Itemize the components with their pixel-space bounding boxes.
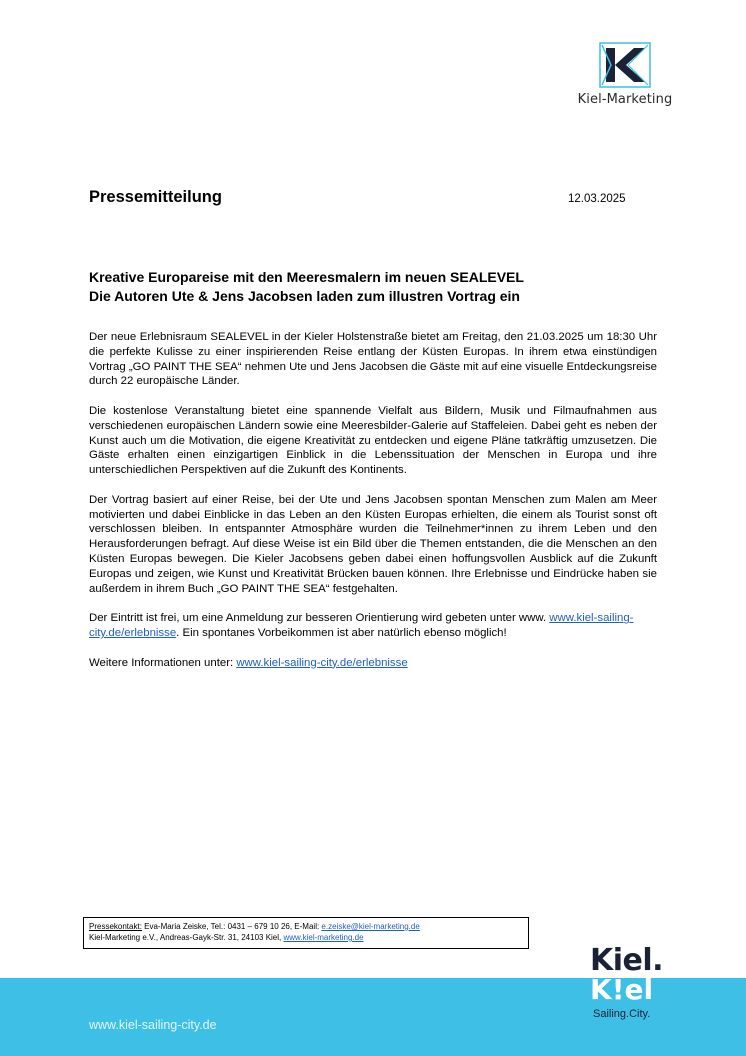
logo-tagline: Sailing.City. <box>593 1008 651 1020</box>
more-info-link[interactable]: www.kiel-sailing-city.de/erlebnisse <box>236 656 408 669</box>
paragraph-3: Der Vortrag basiert auf einer Reise, bei der Ute und Jens Jacobsen spontan Menschen zum Malen am Meer motivierten und dabei Einblicke in das Leben an den Küsten Europas erhielten, die einem als Tourist sonst oft verschlossen bleiben. In entspannter Atmosphäre wurden die Teilnehmer*innen zu ihrem Leben und den Herausforderungen befragt. Auf diese Weise ist ein Bild über die Themen entstanden, die die Menschen an den Küsten Europas bewegen. Die Kieler Jacobsens geben dabei einen hoffungsvollen Ausblick auf die Zukunft Europas und zeigen, wie Kunst und Kreativität Brücken bauen können. Ihre Erlebnisse und Eindrücke haben sie außerdem in ihrem Buch „GO PAINT THE SEA“ festgehalten. <box>89 493 657 595</box>
k-logo-icon <box>598 42 652 88</box>
logo-kiel-mirror-text: K!el <box>590 973 654 1006</box>
kiel-sailing-city-logo <box>590 943 680 1020</box>
headline-line-1: Kreative Europareise mit den Meeresmalern im neuen SEALEVEL <box>89 269 524 285</box>
contact-email-link[interactable]: e.zeiske@kiel-marketing.de <box>321 922 420 931</box>
press-contact-box <box>83 917 529 949</box>
contact-website-link[interactable]: www.kiel-marketing.de <box>283 933 364 942</box>
paragraph-4-text: Der Eintritt ist frei, um eine Anmeldung zur besseren Orientierung wird gebeten unter www. <box>89 612 550 625</box>
press-contact-address: Kiel-Marketing e.V., Andreas-Gayk-Str. 31, 24103 Kiel, <box>89 933 284 942</box>
kiel-marketing-logo <box>560 42 690 107</box>
headline <box>89 268 669 306</box>
paragraph-5-text: Weitere Informationen unter: <box>89 656 237 669</box>
erlebnisse-link[interactable]: www.kiel-sailing-city.de/erlebnisse <box>89 612 634 639</box>
logo-brand-text: Kiel-Marketing <box>577 92 673 107</box>
paragraph-4 <box>89 611 657 641</box>
paragraph-1: Der neue Erlebnisraum SEALEVEL in der Kieler Holstenstraße bietet am Freitag, den 21.03.2025 um 18:30 Uhr die perfekte Kulisse zu einer inspirierenden Reise entlang der Küsten Europas. In ihrem etwa einstündigen Vortrag „GO PAINT THE SEA“ nehmen Ute und Jens Jacobsen die Gäste mit auf eine visuelle Entdeckungsreise durch 22 europäische Länder. <box>89 331 657 388</box>
release-date: 12.03.2025 <box>568 193 626 205</box>
paragraph-2: Die kostenlose Veranstaltung bietet eine spannende Vielfalt aus Bildern, Musik und Filmaufnahmen aus verschiedenen europäischen Ländern sowie eine Meeresbilder-Galerie auf Staffeleien. Dabei geht es neben der Kunst auch um die Motivation, die eigene Kreativität zu entdecken und eigene Pläne tatkräftig umzusetzen. Die Gäste erhalten einen einzigartigen Einblick in die Lebenssituation der Menschen in Europa und ihre unterschiedlichen Perspektiven auf die Zukunft des Kontinents. <box>89 404 657 477</box>
headline-line-2: Die Autoren Ute & Jens Jacobsen laden zum illustren Vortrag ein <box>89 288 520 304</box>
press-contact-label: Pressekontakt: <box>89 922 142 931</box>
footer-url: www.kiel-sailing-city.de <box>89 1018 217 1032</box>
paragraph-5 <box>89 656 657 671</box>
press-contact-details: Eva-Maria Zeiske, Tel.: 0431 – 679 10 26, E-Mail: <box>141 922 322 931</box>
logo-kiel-text: Kiel. <box>590 943 664 978</box>
body-text <box>89 330 657 685</box>
paragraph-4-tail: . Ein spontanes Vorbeikommen ist aber natürlich ebenso möglich! <box>176 626 507 639</box>
page-title: Pressemitteilung <box>89 188 222 206</box>
